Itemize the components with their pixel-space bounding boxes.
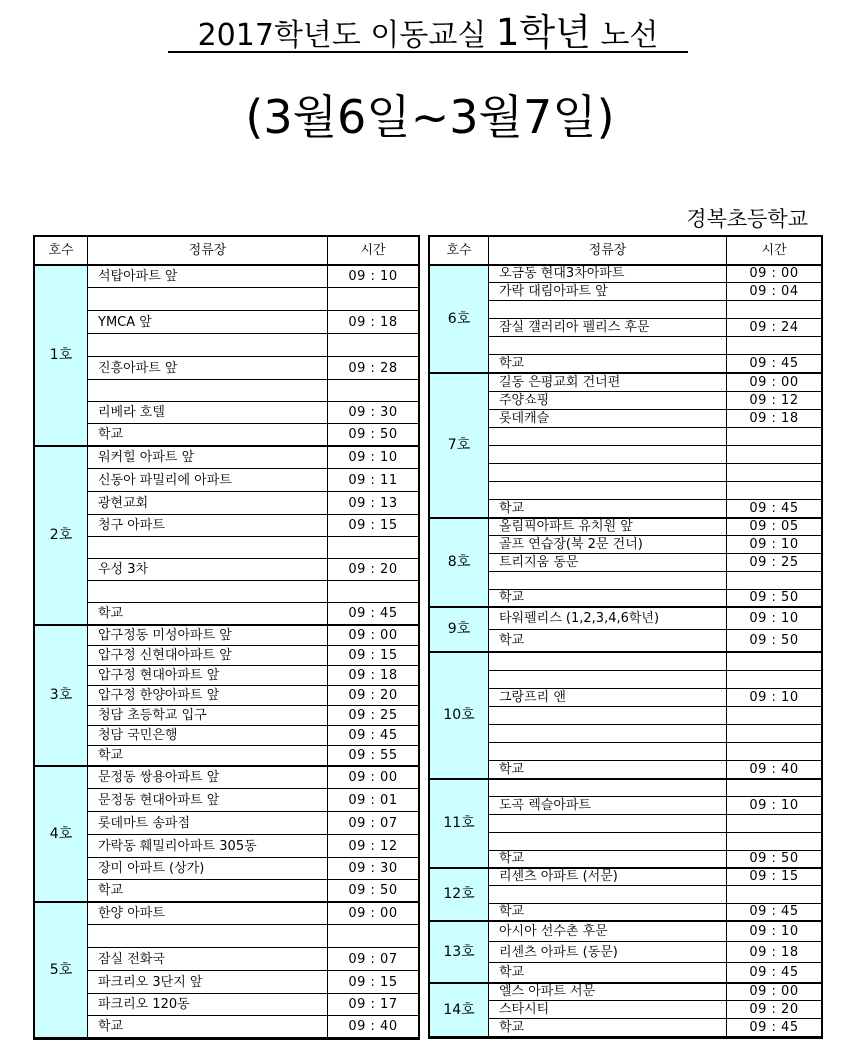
route-row bbox=[430, 689, 822, 707]
stop-name-cell: 길동 은평교회 건너편 bbox=[489, 373, 727, 392]
pickup-time-cell: 09 : 10 bbox=[727, 689, 822, 707]
stop-name-cell bbox=[489, 743, 727, 761]
bus-number-cell: 1호 bbox=[35, 265, 88, 446]
route-row bbox=[35, 666, 419, 686]
route-row bbox=[430, 337, 822, 355]
route-row bbox=[35, 994, 419, 1016]
stop-name-cell: 학교 bbox=[88, 746, 328, 766]
bus-number-cell: 10호 bbox=[430, 652, 489, 779]
pickup-time-cell bbox=[727, 482, 822, 500]
stop-name-cell: 학교 bbox=[489, 904, 727, 921]
stop-name-cell: 광현교회 bbox=[88, 492, 328, 515]
pickup-time-cell: 09 : 30 bbox=[328, 402, 419, 424]
stop-name-cell: 파크리오 120동 bbox=[88, 994, 328, 1016]
pickup-time-cell: 09 : 28 bbox=[328, 357, 419, 380]
route-row bbox=[35, 789, 419, 812]
stop-name-cell bbox=[489, 671, 727, 689]
route-row bbox=[430, 797, 822, 815]
page-title bbox=[168, 10, 688, 56]
route-row bbox=[35, 380, 419, 402]
stop-name-cell bbox=[88, 537, 328, 559]
stop-name-cell bbox=[489, 886, 727, 904]
stop-name-cell bbox=[489, 428, 727, 446]
route-row bbox=[35, 424, 419, 446]
stop-name-cell: 학교 bbox=[88, 603, 328, 625]
pickup-time-cell: 09 : 12 bbox=[328, 835, 419, 858]
title-route-text: 노선 bbox=[590, 18, 659, 53]
stop-name-cell: 리센츠 아파트 (동문) bbox=[489, 942, 727, 963]
pickup-time-cell bbox=[328, 925, 419, 948]
school-name: 경복초등학교 bbox=[686, 207, 808, 231]
stop-name-cell: 스타시티 bbox=[489, 1001, 727, 1019]
bus-number-cell: 3호 bbox=[35, 625, 88, 766]
route-row bbox=[35, 706, 419, 726]
stop-name-cell bbox=[489, 337, 727, 355]
route-row bbox=[430, 743, 822, 761]
route-row bbox=[35, 726, 419, 746]
pickup-time-cell bbox=[727, 301, 822, 319]
pickup-time-cell bbox=[328, 380, 419, 402]
route-row bbox=[430, 392, 822, 410]
pickup-time-cell bbox=[328, 581, 419, 603]
stop-name-cell bbox=[88, 581, 328, 603]
route-row bbox=[430, 1001, 822, 1019]
pickup-time-cell: 09 : 20 bbox=[328, 686, 419, 706]
route-row bbox=[430, 886, 822, 904]
route-row bbox=[35, 766, 419, 789]
bus-number-cell: 9호 bbox=[430, 607, 489, 652]
pickup-time-cell: 09 : 18 bbox=[328, 311, 419, 334]
bus-number-cell: 4호 bbox=[35, 766, 88, 902]
header-stop: 정류장 bbox=[489, 237, 727, 265]
pickup-time-cell: 09 : 00 bbox=[727, 983, 822, 1001]
stop-name-cell bbox=[489, 707, 727, 725]
pickup-time-cell bbox=[727, 652, 822, 671]
route-row bbox=[430, 554, 822, 572]
pickup-time-cell: 09 : 24 bbox=[727, 319, 822, 337]
stop-name-cell: 잠실 전화국 bbox=[88, 948, 328, 971]
pickup-time-cell: 09 : 13 bbox=[328, 492, 419, 515]
route-row bbox=[35, 603, 419, 625]
route-row bbox=[430, 572, 822, 590]
bus-number-cell: 8호 bbox=[430, 518, 489, 607]
pickup-time-cell: 09 : 20 bbox=[727, 1001, 822, 1019]
title-grade-text: 1학년 bbox=[495, 11, 591, 54]
pickup-time-cell: 09 : 50 bbox=[328, 424, 419, 446]
stop-name-cell bbox=[489, 725, 727, 743]
stop-name-cell: 압구정 신현대아파트 앞 bbox=[88, 646, 328, 666]
pickup-time-cell bbox=[727, 428, 822, 446]
bus-number-cell: 7호 bbox=[430, 373, 489, 518]
route-row bbox=[35, 581, 419, 603]
pickup-time-cell: 09 : 00 bbox=[727, 265, 822, 283]
pickup-time-cell bbox=[727, 833, 822, 851]
pickup-time-cell bbox=[328, 537, 419, 559]
route-row bbox=[35, 971, 419, 994]
pickup-time-cell: 09 : 10 bbox=[727, 921, 822, 942]
route-row bbox=[35, 625, 419, 646]
route-row bbox=[430, 518, 822, 536]
stop-name-cell bbox=[489, 779, 727, 797]
stop-name-cell: 롯데마트 송파점 bbox=[88, 812, 328, 835]
stop-name-cell: 압구정 한양아파트 앞 bbox=[88, 686, 328, 706]
stop-name-cell: 학교 bbox=[88, 880, 328, 902]
route-row bbox=[35, 812, 419, 835]
route-row bbox=[35, 948, 419, 971]
stop-name-cell: 압구정동 미성아파트 앞 bbox=[88, 625, 328, 646]
route-row bbox=[430, 536, 822, 554]
route-row bbox=[430, 428, 822, 446]
pickup-time-cell: 09 : 18 bbox=[727, 942, 822, 963]
route-row bbox=[430, 355, 822, 373]
pickup-time-cell: 09 : 45 bbox=[727, 1019, 822, 1037]
stop-name-cell: 학교 bbox=[88, 1016, 328, 1038]
pickup-time-cell: 09 : 50 bbox=[328, 880, 419, 902]
pickup-time-cell: 09 : 25 bbox=[328, 706, 419, 726]
pickup-time-cell: 09 : 10 bbox=[727, 536, 822, 554]
pickup-time-cell bbox=[727, 671, 822, 689]
bus-number-cell: 12호 bbox=[430, 868, 489, 921]
stop-name-cell bbox=[489, 446, 727, 464]
pickup-time-cell bbox=[727, 446, 822, 464]
route-row bbox=[35, 646, 419, 666]
pickup-time-cell bbox=[727, 572, 822, 590]
route-row bbox=[430, 319, 822, 337]
route-row bbox=[35, 925, 419, 948]
pickup-time-cell: 09 : 45 bbox=[328, 726, 419, 746]
bus-number-cell: 14호 bbox=[430, 983, 489, 1037]
route-row bbox=[430, 921, 822, 942]
route-row bbox=[35, 469, 419, 492]
stop-name-cell bbox=[88, 925, 328, 948]
pickup-time-cell: 09 : 55 bbox=[328, 746, 419, 766]
route-row bbox=[430, 725, 822, 743]
stop-name-cell bbox=[88, 380, 328, 402]
pickup-time-cell: 09 : 00 bbox=[328, 625, 419, 646]
route-row bbox=[430, 963, 822, 983]
stop-name-cell: 워커힐 아파트 앞 bbox=[88, 446, 328, 469]
pickup-time-cell bbox=[328, 288, 419, 311]
header-time: 시간 bbox=[328, 237, 419, 265]
route-row bbox=[430, 815, 822, 833]
route-row bbox=[430, 410, 822, 428]
stop-name-cell bbox=[88, 288, 328, 311]
stop-name-cell: 잠실 갤러리아 펠리스 후문 bbox=[489, 319, 727, 337]
route-row bbox=[35, 559, 419, 581]
stop-name-cell bbox=[88, 334, 328, 357]
stop-name-cell bbox=[489, 572, 727, 590]
route-row bbox=[430, 590, 822, 607]
route-row bbox=[430, 779, 822, 797]
stop-name-cell bbox=[489, 652, 727, 671]
pickup-time-cell: 09 : 50 bbox=[727, 630, 822, 652]
bus-number-cell: 2호 bbox=[35, 446, 88, 625]
stop-name-cell: 학교 bbox=[489, 851, 727, 868]
route-row bbox=[35, 334, 419, 357]
stop-name-cell: 한양 아파트 bbox=[88, 902, 328, 925]
route-row bbox=[430, 482, 822, 500]
stop-name-cell: 진흥아파트 앞 bbox=[88, 357, 328, 380]
stop-name-cell: 엘스 아파트 서문 bbox=[489, 983, 727, 1001]
pickup-time-cell: 09 : 00 bbox=[328, 902, 419, 925]
pickup-time-cell: 09 : 45 bbox=[727, 963, 822, 983]
stop-name-cell: 문정동 쌍용아파트 앞 bbox=[88, 766, 328, 789]
pickup-time-cell bbox=[328, 334, 419, 357]
route-row bbox=[430, 607, 822, 630]
route-row bbox=[35, 746, 419, 766]
pickup-time-cell: 09 : 10 bbox=[328, 265, 419, 288]
pickup-time-cell: 09 : 30 bbox=[328, 858, 419, 880]
route-row bbox=[35, 357, 419, 380]
pickup-time-cell: 09 : 15 bbox=[328, 971, 419, 994]
pickup-time-cell: 09 : 10 bbox=[328, 446, 419, 469]
route-row bbox=[430, 707, 822, 725]
pickup-time-cell bbox=[727, 779, 822, 797]
stop-name-cell: 학교 bbox=[489, 590, 727, 607]
stop-name-cell: 장미 아파트 (상가) bbox=[88, 858, 328, 880]
pickup-time-cell: 09 : 07 bbox=[328, 948, 419, 971]
stop-name-cell: 우성 3차 bbox=[88, 559, 328, 581]
stop-name-cell: 학교 bbox=[489, 355, 727, 373]
stop-name-cell: 가락동 훼밀리아파트 305동 bbox=[88, 835, 328, 858]
route-row bbox=[430, 868, 822, 886]
stop-name-cell bbox=[489, 815, 727, 833]
stop-name-cell: 청담 초등학교 입구 bbox=[88, 706, 328, 726]
stop-name-cell: 아시아 선수촌 후문 bbox=[489, 921, 727, 942]
route-row bbox=[35, 311, 419, 334]
right-table-body bbox=[430, 265, 822, 1037]
stop-name-cell: 롯데캐슬 bbox=[489, 410, 727, 428]
pickup-time-cell bbox=[727, 707, 822, 725]
stop-name-cell: 도곡 렉슬아파트 bbox=[489, 797, 727, 815]
pickup-time-cell: 09 : 40 bbox=[328, 1016, 419, 1038]
route-row bbox=[430, 500, 822, 518]
pickup-time-cell: 09 : 15 bbox=[328, 515, 419, 537]
route-row bbox=[430, 761, 822, 779]
pickup-time-cell: 09 : 18 bbox=[328, 666, 419, 686]
stop-name-cell: 파크리오 3단지 앞 bbox=[88, 971, 328, 994]
stop-name-cell: 석탑아파트 앞 bbox=[88, 265, 328, 288]
stop-name-cell: 학교 bbox=[489, 500, 727, 518]
route-row bbox=[430, 373, 822, 392]
route-row bbox=[430, 301, 822, 319]
route-row bbox=[430, 1019, 822, 1037]
stop-name-cell: 학교 bbox=[489, 1019, 727, 1037]
route-row bbox=[35, 880, 419, 902]
route-row bbox=[430, 464, 822, 482]
route-row bbox=[35, 835, 419, 858]
stop-name-cell bbox=[489, 464, 727, 482]
left-route-table bbox=[34, 236, 419, 1039]
bus-number-cell: 5호 bbox=[35, 902, 88, 1038]
route-row bbox=[35, 1016, 419, 1038]
pickup-time-cell: 09 : 10 bbox=[727, 797, 822, 815]
pickup-time-cell: 09 : 15 bbox=[727, 868, 822, 886]
stop-name-cell: 청구 아파트 bbox=[88, 515, 328, 537]
pickup-time-cell: 09 : 50 bbox=[727, 590, 822, 607]
stop-name-cell bbox=[489, 482, 727, 500]
stop-name-cell: 올림픽아파트 유치원 앞 bbox=[489, 518, 727, 536]
pickup-time-cell bbox=[727, 337, 822, 355]
pickup-time-cell bbox=[727, 886, 822, 904]
pickup-time-cell: 09 : 07 bbox=[328, 812, 419, 835]
stop-name-cell: 골프 연습장(북 2문 건너) bbox=[489, 536, 727, 554]
header-stop: 정류장 bbox=[88, 237, 328, 265]
pickup-time-cell: 09 : 00 bbox=[328, 766, 419, 789]
route-row bbox=[35, 402, 419, 424]
pickup-time-cell: 09 : 00 bbox=[727, 373, 822, 392]
route-row bbox=[35, 265, 419, 288]
pickup-time-cell: 09 : 11 bbox=[328, 469, 419, 492]
route-row bbox=[430, 904, 822, 921]
route-row bbox=[430, 851, 822, 868]
route-row bbox=[35, 446, 419, 469]
header-bus: 호수 bbox=[35, 237, 88, 265]
stop-name-cell: 리센츠 아파트 (서문) bbox=[489, 868, 727, 886]
pickup-time-cell: 09 : 45 bbox=[727, 500, 822, 518]
stop-name-cell: 학교 bbox=[489, 963, 727, 983]
stop-name-cell: 타워펠리스 (1,2,3,4,6학년) bbox=[489, 607, 727, 630]
pickup-time-cell: 09 : 20 bbox=[328, 559, 419, 581]
stop-name-cell: 가락 대림아파트 앞 bbox=[489, 283, 727, 301]
route-row bbox=[430, 630, 822, 652]
pickup-time-cell: 09 : 40 bbox=[727, 761, 822, 779]
route-row bbox=[430, 652, 822, 671]
bus-number-cell: 11호 bbox=[430, 779, 489, 868]
stop-name-cell: 학교 bbox=[489, 630, 727, 652]
route-row bbox=[35, 515, 419, 537]
pickup-time-cell: 09 : 15 bbox=[328, 646, 419, 666]
pickup-time-cell bbox=[727, 815, 822, 833]
left-table-body bbox=[35, 265, 419, 1038]
pickup-time-cell: 09 : 05 bbox=[727, 518, 822, 536]
stop-name-cell: 문정동 현대아파트 앞 bbox=[88, 789, 328, 812]
stop-name-cell: 리베라 호텔 bbox=[88, 402, 328, 424]
route-row bbox=[430, 983, 822, 1001]
route-row bbox=[430, 833, 822, 851]
pickup-time-cell: 09 : 45 bbox=[727, 904, 822, 921]
route-row bbox=[35, 902, 419, 925]
stop-name-cell: 압구정 현대아파트 앞 bbox=[88, 666, 328, 686]
route-row bbox=[35, 686, 419, 706]
pickup-time-cell: 09 : 25 bbox=[727, 554, 822, 572]
date-range: (3월6일~3월7일) bbox=[245, 90, 615, 144]
stop-name-cell: 학교 bbox=[489, 761, 727, 779]
route-row bbox=[35, 858, 419, 880]
header-time: 시간 bbox=[727, 237, 822, 265]
table-header-row bbox=[35, 237, 419, 265]
route-row bbox=[35, 537, 419, 559]
route-row bbox=[430, 265, 822, 283]
route-row bbox=[35, 288, 419, 311]
pickup-time-cell bbox=[727, 464, 822, 482]
header-bus: 호수 bbox=[430, 237, 489, 265]
table-header-row bbox=[430, 237, 822, 265]
pickup-time-cell: 09 : 18 bbox=[727, 410, 822, 428]
route-row bbox=[430, 283, 822, 301]
stop-name-cell: 학교 bbox=[88, 424, 328, 446]
stop-name-cell bbox=[489, 301, 727, 319]
stop-name-cell: 트리지움 동문 bbox=[489, 554, 727, 572]
stop-name-cell: 그랑프리 앤 bbox=[489, 689, 727, 707]
stop-name-cell: YMCA 앞 bbox=[88, 311, 328, 334]
stop-name-cell: 주양쇼핑 bbox=[489, 392, 727, 410]
bus-number-cell: 6호 bbox=[430, 265, 489, 373]
route-row bbox=[430, 942, 822, 963]
pickup-time-cell: 09 : 45 bbox=[328, 603, 419, 625]
route-row bbox=[430, 671, 822, 689]
pickup-time-cell bbox=[727, 743, 822, 761]
pickup-time-cell bbox=[727, 725, 822, 743]
stop-name-cell bbox=[489, 833, 727, 851]
pickup-time-cell: 09 : 17 bbox=[328, 994, 419, 1016]
route-row bbox=[35, 492, 419, 515]
bus-number-cell: 13호 bbox=[430, 921, 489, 983]
stop-name-cell: 오금동 현대3차아파트 bbox=[489, 265, 727, 283]
stop-name-cell: 청담 국민은행 bbox=[88, 726, 328, 746]
pickup-time-cell: 09 : 45 bbox=[727, 355, 822, 373]
pickup-time-cell: 09 : 50 bbox=[727, 851, 822, 868]
route-row bbox=[430, 446, 822, 464]
right-route-table bbox=[429, 236, 822, 1038]
pickup-time-cell: 09 : 12 bbox=[727, 392, 822, 410]
pickup-time-cell: 09 : 10 bbox=[727, 607, 822, 630]
stop-name-cell: 신동아 파밀리에 아파트 bbox=[88, 469, 328, 492]
pickup-time-cell: 09 : 01 bbox=[328, 789, 419, 812]
pickup-time-cell: 09 : 04 bbox=[727, 283, 822, 301]
title-year-text: 2017학년도 이동교실 bbox=[197, 18, 496, 53]
